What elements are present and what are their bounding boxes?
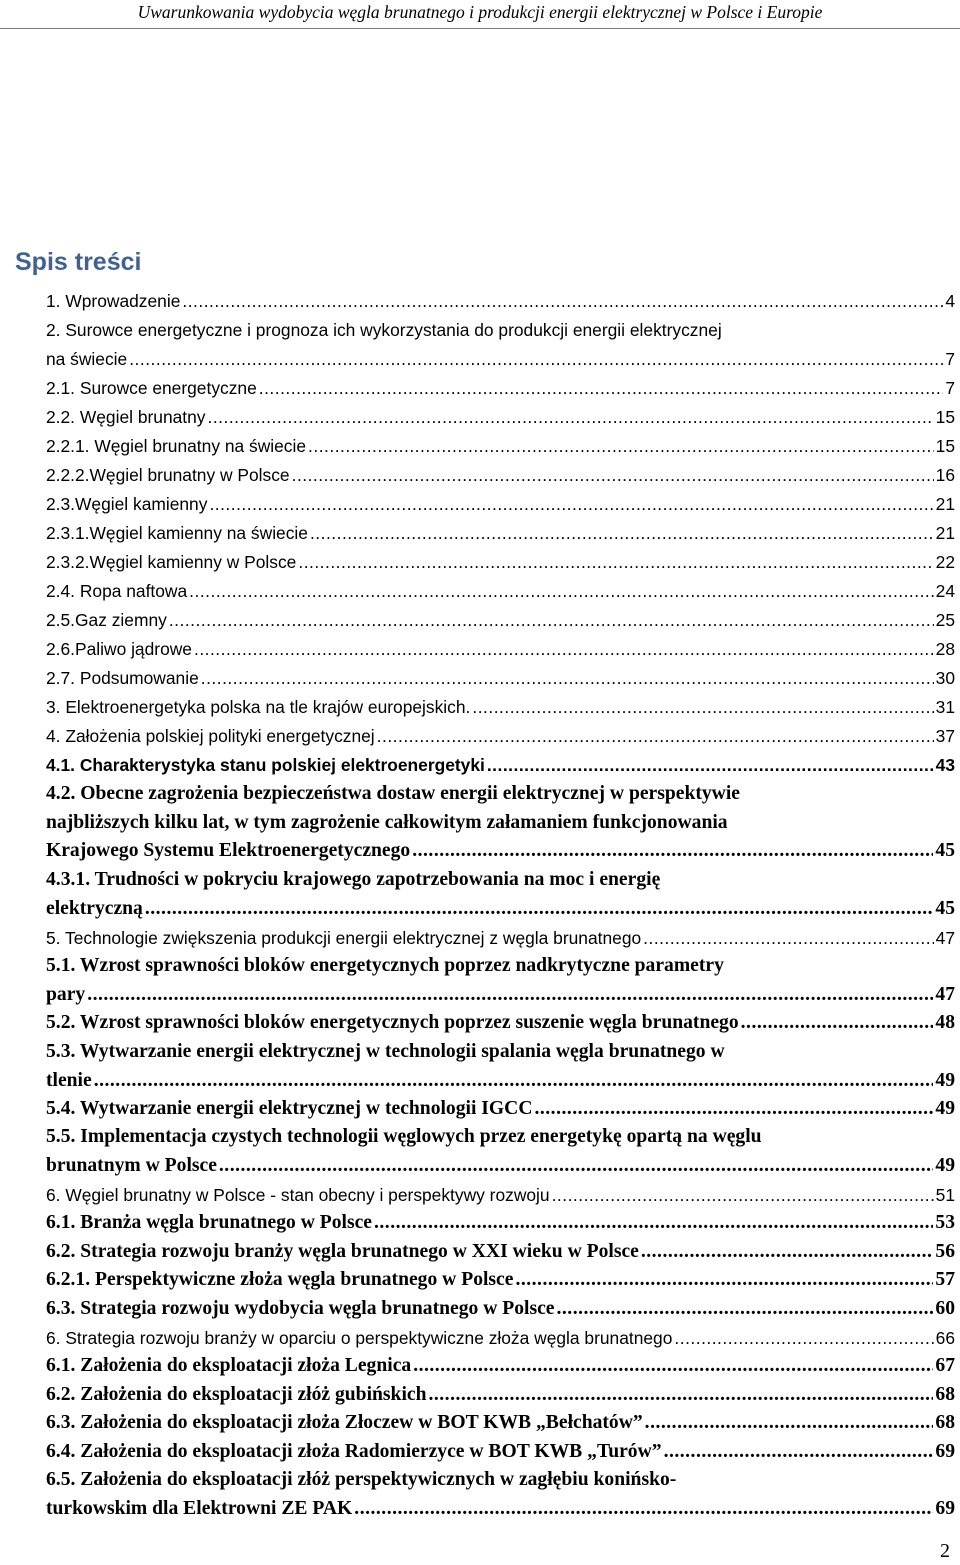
toc-entry-page: 37 bbox=[935, 726, 955, 746]
toc-entry-page: 57 bbox=[935, 1269, 955, 1290]
toc-entry-page: 60 bbox=[935, 1298, 955, 1319]
toc-entry-page: 68 bbox=[935, 1412, 955, 1433]
toc-entry[interactable] bbox=[46, 1409, 955, 1437]
toc-dot-leader bbox=[374, 1209, 933, 1237]
toc-entry-page: 68 bbox=[935, 1384, 955, 1405]
toc-entry-line[interactable]: 6.5. Założenia do eksploatacji złóż perspektywicznych w zagłębiu konińsko- bbox=[46, 1469, 677, 1490]
toc-entry[interactable] bbox=[46, 1095, 955, 1123]
toc-entry[interactable] bbox=[46, 924, 955, 952]
toc-dot-leader bbox=[209, 490, 933, 518]
toc-entry-title: 2.4. Ropa naftowa bbox=[46, 581, 188, 601]
toc-entry[interactable] bbox=[46, 490, 955, 518]
toc-dot-leader bbox=[182, 287, 943, 315]
toc-entry[interactable] bbox=[46, 1067, 955, 1095]
toc-dot-leader bbox=[189, 577, 934, 605]
toc-entry-title: 6.3. Założenia do eksploatacji złoża Złoczew w BOT KWB „Bełchatów” bbox=[46, 1412, 643, 1433]
toc-entry[interactable] bbox=[46, 1352, 955, 1380]
toc-entry-title: Krajowego Systemu Elektroenergetycznego bbox=[46, 840, 411, 862]
toc-entry-title: 2.7. Podsumowanie bbox=[46, 668, 199, 688]
toc-dot-leader bbox=[557, 1295, 934, 1323]
toc-entry-page: 49 bbox=[935, 1069, 955, 1091]
toc-entry[interactable] bbox=[46, 981, 955, 1009]
toc-entry-title: 6. Strategia rozwoju branży w oparciu o perspektywiczne złoża węgla brunatnego bbox=[46, 1328, 673, 1348]
toc-entry[interactable] bbox=[46, 461, 955, 489]
toc-entry-page: 69 bbox=[935, 1497, 955, 1519]
toc-entry-page: 4 bbox=[945, 291, 955, 311]
toc-entry-page: 7 bbox=[945, 378, 955, 398]
toc-entry-page: 15 bbox=[935, 407, 955, 427]
toc-entry[interactable] bbox=[46, 693, 955, 721]
toc-entry-line[interactable]: najbliższych kilku lat, w tym zagrożenie całkowitym załamaniem funkcjonowania bbox=[46, 811, 728, 833]
toc-entry-page: 21 bbox=[935, 523, 955, 543]
toc-entry[interactable] bbox=[46, 1495, 955, 1523]
toc-entry-title: 6.2. Założenia do eksploatacji złóż gubińskich bbox=[46, 1384, 427, 1405]
toc-entry-page: 24 bbox=[935, 581, 955, 601]
toc-dot-leader bbox=[208, 403, 934, 431]
toc-entry-title: na świecie bbox=[46, 348, 128, 369]
toc-entry-page: 53 bbox=[935, 1212, 955, 1233]
toc-dot-leader bbox=[664, 1438, 934, 1466]
toc-entry-title: 6.2.1. Perspektywiczne złoża węgla brunatnego w Polsce bbox=[46, 1269, 514, 1290]
toc-entry[interactable] bbox=[46, 403, 955, 431]
toc-dot-leader bbox=[645, 1409, 934, 1437]
toc-entry-page: 48 bbox=[935, 1012, 955, 1033]
toc-dot-leader bbox=[310, 519, 934, 547]
toc-entry-page: 7 bbox=[945, 348, 955, 369]
toc-entry[interactable] bbox=[46, 1381, 955, 1409]
toc-entry-title: 6.3. Strategia rozwoju wydobycia węgla brunatnego w Polsce bbox=[46, 1298, 555, 1319]
toc-entry-title: brunatnym w Polsce bbox=[46, 1154, 217, 1176]
toc-entry[interactable] bbox=[46, 287, 955, 315]
toc-entry-page: 66 bbox=[935, 1328, 955, 1348]
toc-dot-leader bbox=[219, 1152, 934, 1180]
toc-entry-title: elektryczną bbox=[46, 897, 143, 919]
toc-dot-leader bbox=[412, 837, 933, 865]
toc-title: Spis treści bbox=[15, 248, 142, 276]
toc-entry-title: 5.2. Wzrost sprawności bloków energetycznych poprzez suszenie węgla brunatnego bbox=[46, 1012, 739, 1033]
toc-entry[interactable] bbox=[46, 635, 955, 663]
toc-dot-leader bbox=[201, 664, 934, 692]
toc-dot-leader bbox=[741, 1009, 934, 1037]
toc-entry[interactable] bbox=[46, 519, 955, 547]
toc-entry[interactable] bbox=[46, 1295, 955, 1323]
toc-entry-title: 5. Technologie zwiększenia produkcji energii elektrycznej z węgla brunatnego bbox=[46, 928, 642, 948]
toc-entry-page: 28 bbox=[935, 639, 955, 659]
toc-entry-page: 31 bbox=[935, 697, 955, 717]
toc-entry[interactable] bbox=[46, 751, 955, 779]
toc-dot-leader bbox=[145, 895, 934, 923]
toc-entry-title: 6.2. Strategia rozwoju branży węgla brunatnego w XXI wieku w Polsce bbox=[46, 1241, 639, 1262]
toc-dot-leader bbox=[643, 924, 933, 952]
toc-dot-leader bbox=[487, 751, 934, 779]
toc-dot-leader bbox=[292, 461, 934, 489]
toc-entry-line[interactable]: 5.1. Wzrost sprawności bloków energetycznych poprzez nadkrytyczne parametry bbox=[46, 955, 724, 976]
toc-entry-page: 45 bbox=[935, 840, 955, 862]
toc-entry-page: 51 bbox=[935, 1185, 955, 1205]
toc-dot-leader bbox=[534, 1095, 933, 1123]
toc-dot-leader bbox=[298, 548, 933, 576]
toc-dot-leader bbox=[354, 1495, 933, 1523]
toc-entry-title: 2.3.1.Węgiel kamienny na świecie bbox=[46, 523, 308, 543]
toc-dot-leader bbox=[552, 1181, 934, 1209]
toc-entry-page: 45 bbox=[935, 897, 955, 919]
toc-entry-title: 5.4. Wytwarzanie energii elektrycznej w technologii IGCC bbox=[46, 1098, 533, 1119]
toc-entry-line[interactable]: 2. Surowce energetyczne i prognoza ich wykorzystania do produkcji energii elektrycznej bbox=[46, 320, 722, 340]
toc-entry-page: 21 bbox=[935, 494, 955, 514]
toc-entry-page: 16 bbox=[935, 465, 955, 485]
toc-entry-title: 2.6.Paliwo jądrowe bbox=[46, 639, 192, 659]
toc-dot-leader bbox=[641, 1238, 934, 1266]
toc-dot-leader bbox=[674, 1324, 933, 1352]
toc-dot-leader bbox=[259, 374, 944, 402]
toc-entry-line[interactable]: 4.2. Obecne zagrożenia bezpieczeństwa dostaw energii elektrycznej w perspektywie bbox=[46, 783, 740, 804]
toc-entry-line[interactable]: 5.5. Implementacja czystych technologii węglowych przez energetykę opartą na węglu bbox=[46, 1126, 762, 1147]
toc-entry[interactable] bbox=[46, 374, 955, 402]
toc-entry[interactable] bbox=[46, 345, 955, 373]
toc-entry[interactable] bbox=[46, 722, 955, 750]
toc-entry-page: 69 bbox=[935, 1441, 955, 1462]
toc-dot-leader bbox=[169, 606, 934, 634]
toc-dot-leader bbox=[194, 635, 934, 663]
toc-entry-title: 4.1. Charakterystyka stanu polskiej elektroenergetyki bbox=[46, 755, 485, 775]
toc-dot-leader bbox=[377, 722, 934, 750]
toc-entry[interactable] bbox=[46, 664, 955, 692]
toc-entry-page: 43 bbox=[935, 755, 955, 775]
toc-entry-page: 47 bbox=[935, 983, 955, 1005]
toc-entry-title: 2.2.1. Węgiel brunatny na świecie bbox=[46, 436, 307, 456]
toc-entry-title: 6.1. Branża węgla brunatnego w Polsce bbox=[46, 1212, 372, 1233]
toc-entry-title: 6. Węgiel brunatny w Polsce - stan obecny i perspektywy rozwoju bbox=[46, 1185, 550, 1205]
toc-entry-title: pary bbox=[46, 983, 86, 1005]
toc-entry-page: 22 bbox=[935, 552, 955, 572]
toc-entry-title: 2.1. Surowce energetyczne bbox=[46, 378, 257, 398]
toc-entry[interactable] bbox=[46, 606, 955, 634]
toc-entry-title: 2.2. Węgiel brunatny bbox=[46, 407, 206, 427]
toc-dot-leader bbox=[87, 981, 933, 1009]
toc-entry[interactable] bbox=[46, 1238, 955, 1266]
toc-entry[interactable] bbox=[46, 1266, 955, 1294]
toc-entry-title: 2.3.Węgiel kamienny bbox=[46, 494, 208, 514]
toc-entry[interactable] bbox=[46, 1324, 955, 1352]
toc-entry-title: tlenie bbox=[46, 1069, 92, 1091]
toc-entry[interactable] bbox=[46, 1181, 955, 1209]
toc-dot-leader bbox=[428, 1381, 933, 1409]
page-number: 2 bbox=[940, 1540, 950, 1562]
toc-entry-line[interactable]: 4.3.1. Trudności w pokryciu krajowego zapotrzebowania na moc i energię bbox=[46, 869, 661, 890]
toc-entry-page: 67 bbox=[935, 1355, 955, 1376]
toc-dot-leader bbox=[472, 693, 933, 721]
toc-entry-title: 6.4. Założenia do eksploatacji złoża Radomierzyce w BOT KWB „Turów” bbox=[46, 1441, 662, 1462]
toc-entry[interactable] bbox=[46, 548, 955, 576]
toc-entry[interactable] bbox=[46, 837, 955, 865]
toc-entry-page: 25 bbox=[935, 610, 955, 630]
toc-entry-title: 1. Wprowadzenie bbox=[46, 291, 181, 311]
toc-entry-title: 3. Elektroenergetyka polska na tle krajów europejskich. bbox=[46, 697, 471, 717]
toc-entry-title: 2.2.2.Węgiel brunatny w Polsce bbox=[46, 465, 290, 485]
toc-entry-title: turkowskim dla Elektrowni ZE PAK bbox=[46, 1497, 353, 1519]
toc-entry[interactable] bbox=[46, 432, 955, 460]
header-rule bbox=[0, 28, 960, 29]
toc-dot-leader bbox=[94, 1067, 934, 1095]
toc-entry[interactable] bbox=[46, 1152, 955, 1180]
toc-entry-title: 2.3.2.Węgiel kamienny w Polsce bbox=[46, 552, 297, 572]
toc-entry-page: 49 bbox=[935, 1098, 955, 1119]
toc-dot-leader bbox=[308, 432, 934, 460]
toc-dot-leader bbox=[129, 345, 943, 373]
running-header bbox=[0, 0, 960, 25]
toc-entry[interactable] bbox=[46, 1209, 955, 1237]
running-header-title: Uwarunkowania wydobycia węgla brunatnego i produkcji energii elektrycznej w Polsce i Europie bbox=[137, 2, 823, 22]
toc-entry-page: 47 bbox=[935, 928, 955, 948]
toc-dot-leader bbox=[515, 1266, 933, 1294]
toc-entry[interactable] bbox=[46, 1009, 955, 1037]
toc-entry[interactable] bbox=[46, 577, 955, 605]
toc-entry-page: 56 bbox=[935, 1241, 955, 1262]
toc-entry-page: 15 bbox=[935, 436, 955, 456]
toc-entry-line[interactable]: 5.3. Wytwarzanie energii elektrycznej w technologii spalania węgla brunatnego w bbox=[46, 1041, 725, 1062]
toc-dot-leader bbox=[413, 1352, 933, 1380]
toc-entry-title: 2.5.Gaz ziemny bbox=[46, 610, 167, 630]
toc-entry-page: 30 bbox=[935, 668, 955, 688]
toc-entry-title: 4. Założenia polskiej polityki energetycznej bbox=[46, 726, 375, 746]
toc-entry[interactable] bbox=[46, 1438, 955, 1466]
toc-entry-title: 6.1. Założenia do eksploatacji złoża Legnica bbox=[46, 1355, 412, 1376]
toc-entry-page: 49 bbox=[935, 1154, 955, 1176]
toc-entry[interactable] bbox=[46, 895, 955, 923]
